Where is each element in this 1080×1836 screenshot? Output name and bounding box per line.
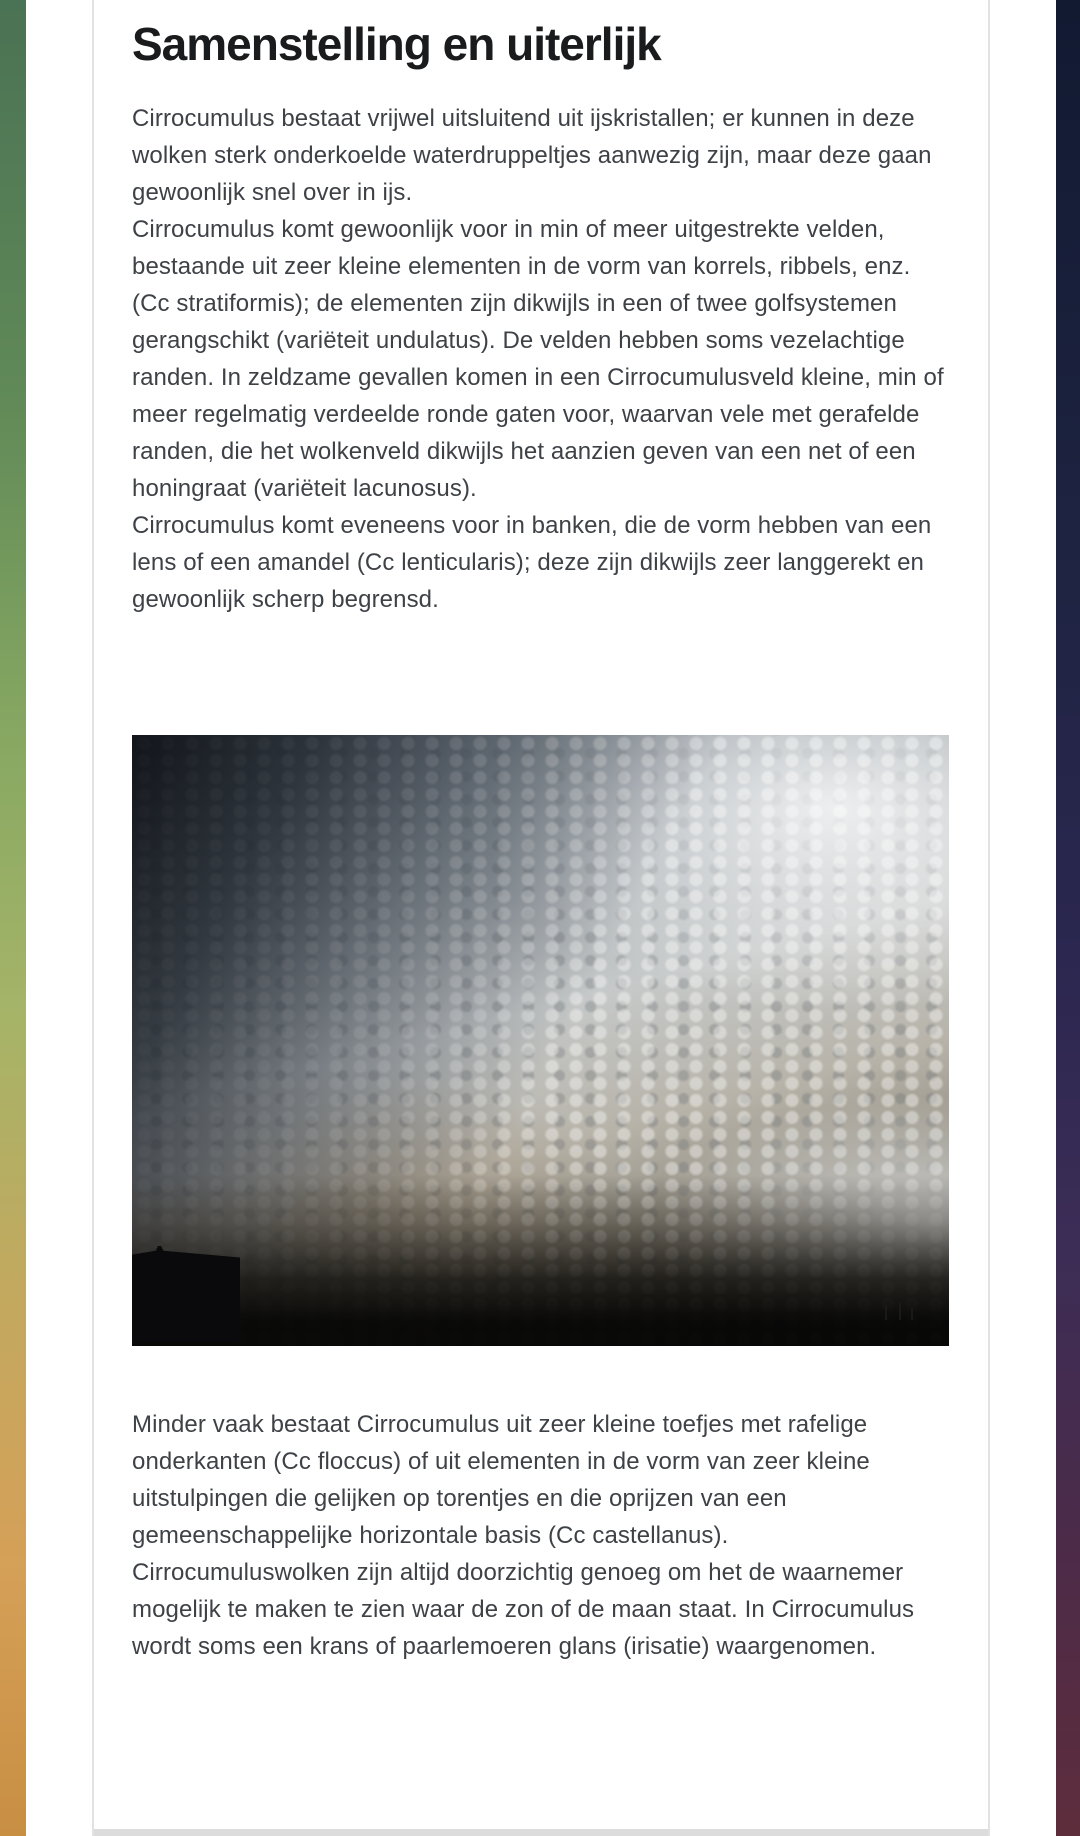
paragraph-segment: Cirrocumulus komt eveneens voor in banken, die de vorm hebben van een lens of een amandel (Cc lenticularis); deze zijn dikwijls zeer langgerekt en gewoonlijk scherp begrensd. xyxy=(132,512,932,613)
paragraph-segment: Cirrocumulus komt gewoonlijk voor in min of meer uitgestrekte velden, bestaande uit zeer kleine elementen in de vorm van korrels, ribbels, enz. (Cc stratiformis); de elementen zijn dikwijls in een of twee golfsystemen gerangschikt (variëteit undulatus). De velden hebben soms vezelachtige randen. In zeldzame gevallen komen in een Cirrocumulusveld kleine, min of meer regelmatig verdeelde ronde gaten voor, waarvan vele met gerafelde randen, die het wolkenveld dikwijls het aanzien geven van een net of een honingraat (variëteit lacunosus). xyxy=(132,216,944,502)
paragraph-segment: Cirrocumuluswolken zijn altijd doorzichtig genoeg om het de waarnemer mogelijk te maken te zien waar de zon of de maan staat. In Cirrocumulus wordt soms een krans of paarlemoeren glans (irisatie) waargenomen. xyxy=(132,1559,915,1660)
article-container xyxy=(92,0,990,1836)
paragraph-segment: Cirrocumulus bestaat vrijwel uitsluitend uit ijskristallen; er kunnen in deze wolken sterk onderkoelde waterdruppeltjes aanwezig zijn, maar deze gaan gewoonlijk snel over in ijs. xyxy=(132,105,932,206)
cloud-sky-illustration xyxy=(132,735,949,1346)
cirrocumulus-sky-photo xyxy=(132,735,949,1346)
left-background-gradient-strip xyxy=(0,0,26,1836)
paragraph-varieties xyxy=(132,1406,950,1665)
horizon-crane-silhouette xyxy=(885,1305,887,1320)
paragraph-segment: Minder vaak bestaat Cirrocumulus uit zeer kleine toefjes met rafelige onderkanten (Cc floccus) of uit elementen in de vorm van zeer kleine uitstulpingen die gelijken op torentjes en die oprijzen van een gemeenschappelijke horizontale basis (Cc castellanus). xyxy=(132,1411,870,1549)
horizon-crane-silhouette xyxy=(911,1308,913,1320)
horizon-crane-silhouette xyxy=(899,1302,901,1320)
paragraph-composition xyxy=(132,100,950,618)
section-divider xyxy=(94,1829,988,1836)
section-heading: Samenstelling en uiterlijk xyxy=(132,18,661,70)
building-silhouette xyxy=(132,1246,240,1342)
right-background-gradient-strip xyxy=(1056,0,1080,1836)
